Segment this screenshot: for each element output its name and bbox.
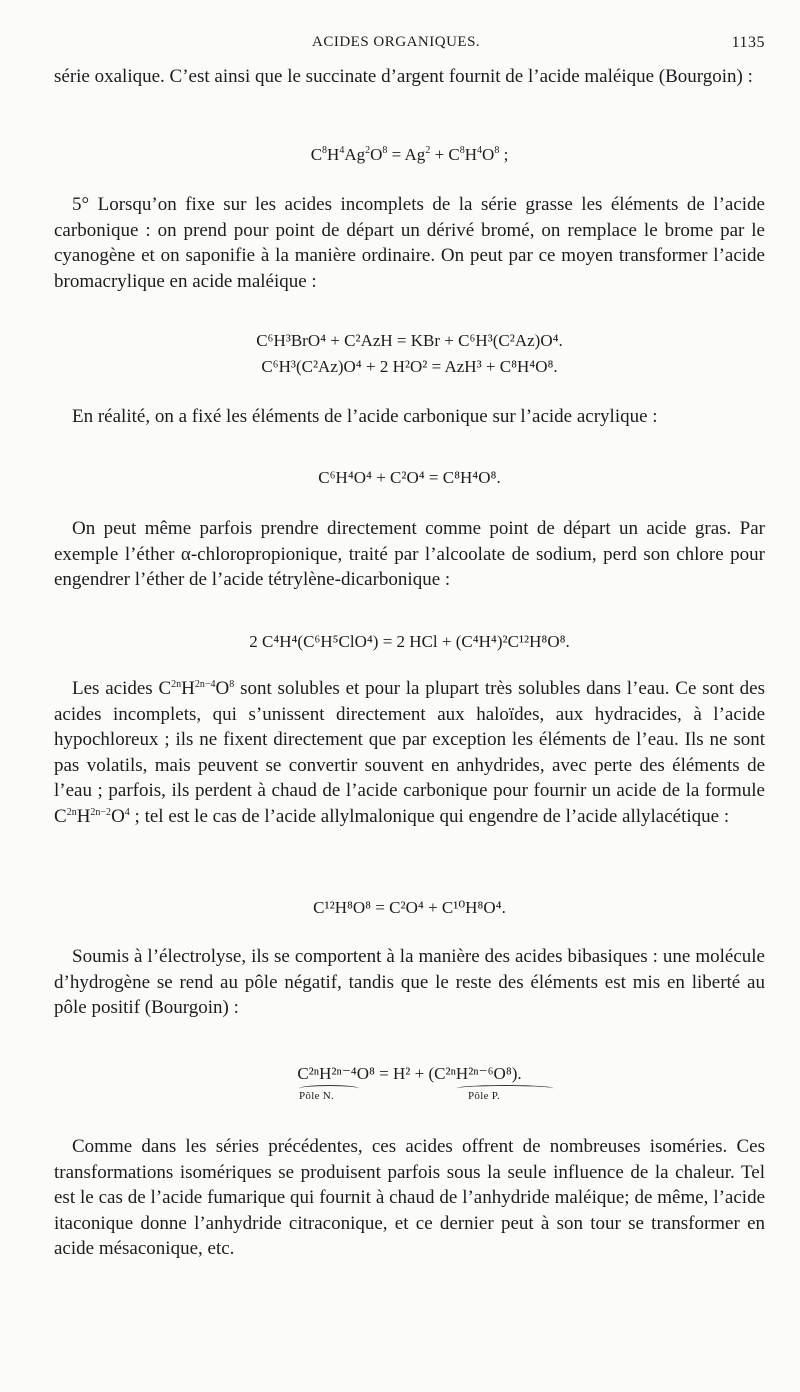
equation-3: C⁶H⁴O⁴ + C²O⁴ = C⁸H⁴O⁸. [318, 468, 501, 487]
paragraph-2: 5° Lorsqu’on fixe sur les acides incomplets de la série grasse les éléments de l’acide carbonique : on prend pour point de départ un dérivé bromé, on remplace le brome par le cyanogène et on saponifie à la manière ordinaire. On peut par ce moyen transformer l’acide bromacrylique en acide maléique : [54, 194, 765, 292]
paragraph-5: Les acides $C^{2n}H^{2n-4}O^8$ sont solubles et pour la plupart très solubles dans l’eau. Ce sont des acides incomplets, qui s’unissent directement aux haloïdes, aux hydracides, à l’acide hypochloreux ; ils ne fixent directement que par exception les éléments de l’eau. Ils ne sont pas volatils, mais peuvent se convertir souvent en anhydrides, avec perte des éléments de l’eau ; parfois, ils perdent à chaud de l’acide carbonique pour fournir un acide de la formule $C^{2n}H^{2n-2}O^4$ ; tel est le cas de l’acide allylmalonique qui engendre de l’acide allylacétique : [54, 678, 766, 827]
equation-6: C²ⁿH²ⁿ⁻⁴O⁸ = H² + (C²ⁿH²ⁿ⁻⁶O⁸). [297, 1064, 522, 1083]
equation-1: $C^8H^4Ag^2O^8 = Ag^2 + C^8H^4O^8$ ; [310, 145, 509, 164]
paragraph-7: Comme dans les séries précédentes, ces acides offrent de nombreuses isoméries. Ces transformations isomériques se produisent parfois sous la seule influence de la chaleur. Tel est le cas de l’acide fumarique qui fournit à chaud de l’anhydride maléique; de même, l’acide itaconique donne l’anhydride citraconique, et ce dernier peut à son tour se transformer en acide mésaconique, etc. [54, 1136, 765, 1259]
page-number: 1135 [731, 34, 765, 51]
running-header [54, 34, 765, 58]
equation-2a: C⁶H³BrO⁴ + C²AzH = KBr + C⁶H³(C²Az)O⁴. [256, 331, 563, 350]
pole-p-label: Pôle P. [468, 1090, 501, 1102]
equation-4: 2 C⁴H⁴(C⁶H⁵ClO⁴) = 2 HCl + (C⁴H⁴)²C¹²H⁸O⁸. [249, 632, 570, 651]
paragraph-1: série oxalique. C’est ainsi que le succinate d’argent fournit de l’acide maléique (Bourgoin) : [54, 66, 753, 87]
pole-n-label: Pôle N. [299, 1090, 335, 1102]
header-title: ACIDES ORGANIQUES. [312, 34, 481, 50]
paragraph-6: Soumis à l’électrolyse, ils se comportent à la manière des acides bibasiques : une molécule d’hydrogène se rend au pôle négatif, tandis que le reste des éléments est mis en liberté au pôle positif (Bourgoin) : [54, 946, 765, 1018]
equation-5: C¹²H⁸O⁸ = C²O⁴ + C¹⁰H⁸O⁴. [313, 898, 506, 917]
equation-2b: C⁶H³(C²Az)O⁴ + 2 H²O² = AzH³ + C⁸H⁴O⁸. [261, 357, 558, 376]
paragraph-4: On peut même parfois prendre directement comme point de départ un acide gras. Par exemple l’éther α-chloropropionique, traité par l’alcoolate de sodium, perd son chlore pour engendrer l’éther de l’acide tétrylène-dicarbonique : [54, 518, 765, 590]
paragraph-3: En réalité, on a fixé les éléments de l’acide carbonique sur l’acide acrylique : [72, 406, 658, 427]
